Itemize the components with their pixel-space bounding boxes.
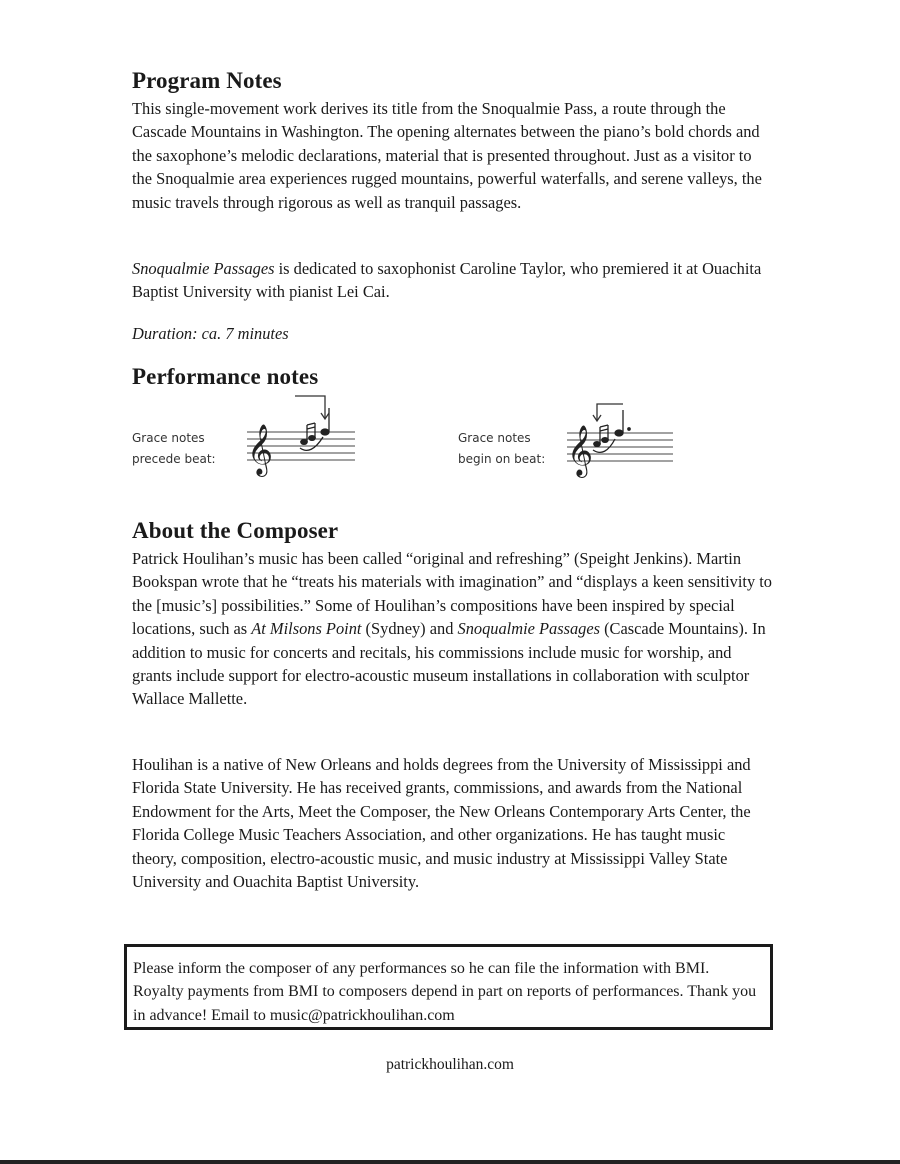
performance-notes-heading: Performance notes (132, 364, 319, 389)
about-composer-heading: About the Composer (132, 518, 339, 543)
dedication-text: is dedicated to saxophonist Caroline Taylor, who premiered it at Ouachita Baptist University with pianist Lei Cai. (132, 259, 762, 302)
grace-notes-on-beat-label: Grace notes begin on beat: (458, 431, 546, 466)
svg-text:𝄞: 𝄞 (567, 425, 594, 476)
grace-notes-before-beat-notation-icon (243, 392, 359, 478)
about-composer-paragraph-2: Houlihan is a native of New Orleans and holds degrees from the University of Mississippi and Florida State University. He has received grants, commissions, and awards from the National Endowment for the Arts, Meet the Composer, the New Orleans Contemporary Arts Center, the Florida College Music Teachers Association, and other organizations. He has taught music theory, composition, electro-acoustic music, and music industry at Mississippi Valley State University and Ouachita Baptist University. (132, 755, 751, 892)
program-notes-paragraph: This single-movement work derives its title from the Snoqualmie Pass, a route through the Cascade Mountains in Washington. The opening alternates between the piano’s bold chords and the saxophone’s melodic declarations, material that is presented throughout. Just as a visitor to the Snoqualmie area experiences rugged mountains, powerful waterfalls, and serene valleys, the music travels through rigorous as well as tranquil passages. (132, 99, 762, 212)
svg-text:𝄞: 𝄞 (247, 424, 274, 475)
grace-notes-precede-label: Grace notes precede beat: (132, 431, 216, 466)
bottom-border (0, 1160, 900, 1164)
work-title: Snoqualmie Passages (132, 259, 275, 278)
work-title: Snoqualmie Passages (457, 619, 600, 639)
work-title: At Milsons Point (251, 619, 362, 639)
footer-website: patrickhoulihan.com (386, 1056, 514, 1073)
performance-notice-text: Please inform the composer of any performances so he can file the information with BMI. Royalty payments from BMI to composers depend in part on reports of performances. Thank you in advance! Email to music@patrickhoulihan.com (133, 960, 757, 1024)
performance-notice-box (124, 944, 773, 1030)
dedication-paragraph (132, 257, 772, 304)
grace-notes-on-beat-notation-icon (563, 396, 675, 480)
program-notes-heading: Program Notes (132, 68, 282, 93)
about-composer-paragraph-1: Patrick Houlihan’s music has been called “original and refreshing” (Speight Jenkins). Martin Bookspan wrote that he “treats his materials with imagination” and “displays a keen sensitivity to the [music’s] possibilities.” Some of Houlihan’s compositions have been inspired by special locations, such as At Milsons Point (Sydney) and Snoqualmie Passages (Cascade Mountains). In addition to music for concerts and recitals, his commissions include music for worship, and grants include support for electro-acoustic museum installations in collaboration with sculptor Wallace Mallette. (132, 549, 772, 709)
duration-text: Duration: ca. 7 minutes (132, 324, 289, 343)
